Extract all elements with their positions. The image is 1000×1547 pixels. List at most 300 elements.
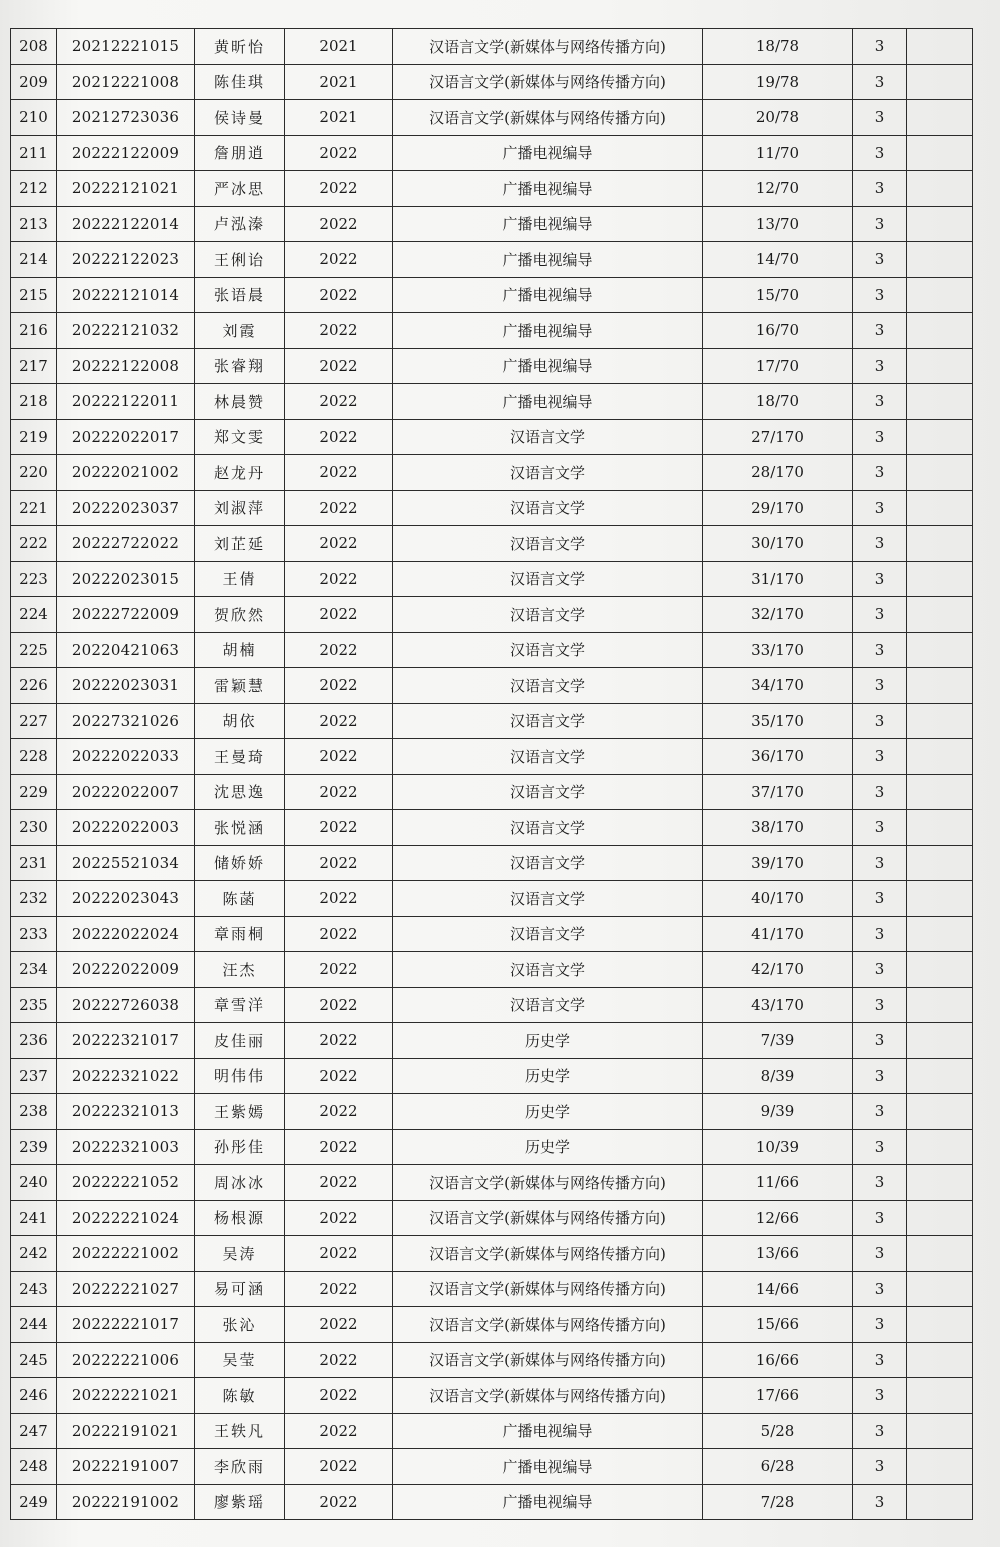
row-index-cell: 216 [11,313,57,349]
student-id-cell: 20222022003 [57,810,195,846]
note-cell [907,1129,973,1165]
credit-cell: 3 [853,1449,907,1485]
major-cell: 汉语言文学(新媒体与网络传播方向) [393,29,703,65]
credit-cell: 3 [853,561,907,597]
table-row [11,952,973,988]
student-name-cell: 张沁 [195,1307,285,1343]
table-row [11,881,973,917]
row-index-cell: 248 [11,1449,57,1485]
student-name-cell: 王紫嫣 [195,1094,285,1130]
student-name-cell: 孙彤佳 [195,1129,285,1165]
grade-year-cell: 2022 [285,490,393,526]
row-index-cell: 222 [11,526,57,562]
grade-year-cell: 2022 [285,1449,393,1485]
note-cell [907,242,973,278]
credit-cell: 3 [853,952,907,988]
rank-cell: 35/170 [703,703,853,739]
row-index-cell: 231 [11,845,57,881]
rank-cell: 27/170 [703,419,853,455]
major-cell: 汉语言文学(新媒体与网络传播方向) [393,100,703,136]
student-name-cell: 廖紫瑶 [195,1484,285,1520]
table-row [11,739,973,775]
grade-year-cell: 2022 [285,1236,393,1272]
row-index-cell: 211 [11,135,57,171]
rank-cell: 19/78 [703,64,853,100]
rank-cell: 8/39 [703,1058,853,1094]
note-cell [907,1165,973,1201]
note-cell [907,916,973,952]
student-id-cell: 20222221021 [57,1378,195,1414]
table-row [11,845,973,881]
student-name-cell: 林晨赞 [195,384,285,420]
credit-cell: 3 [853,668,907,704]
table-row [11,703,973,739]
major-cell: 广播电视编导 [393,171,703,207]
note-cell [907,171,973,207]
grade-year-cell: 2022 [285,632,393,668]
table-row [11,490,973,526]
student-id-cell: 20222221017 [57,1307,195,1343]
student-name-cell: 王曼琦 [195,739,285,775]
rank-cell: 13/66 [703,1236,853,1272]
row-index-cell: 215 [11,277,57,313]
student-id-cell: 20222321003 [57,1129,195,1165]
row-index-cell: 237 [11,1058,57,1094]
student-name-cell: 刘芷延 [195,526,285,562]
rank-cell: 11/66 [703,1165,853,1201]
student-name-cell: 沈思逸 [195,774,285,810]
rank-cell: 29/170 [703,490,853,526]
table-row [11,668,973,704]
table-row [11,348,973,384]
credit-cell: 3 [853,1271,907,1307]
credit-cell: 3 [853,1378,907,1414]
table-row [11,29,973,65]
rank-cell: 17/70 [703,348,853,384]
rank-cell: 40/170 [703,881,853,917]
student-name-cell: 贺欣然 [195,597,285,633]
major-cell: 汉语言文学(新媒体与网络传播方向) [393,1271,703,1307]
credit-cell: 3 [853,242,907,278]
row-index-cell: 209 [11,64,57,100]
credit-cell: 3 [853,348,907,384]
student-id-cell: 20222221024 [57,1200,195,1236]
note-cell [907,1378,973,1414]
row-index-cell: 228 [11,739,57,775]
credit-cell: 3 [853,171,907,207]
note-cell [907,774,973,810]
student-name-cell: 杨根源 [195,1200,285,1236]
rank-cell: 11/70 [703,135,853,171]
student-id-cell: 20222221006 [57,1342,195,1378]
grade-year-cell: 2022 [285,1484,393,1520]
student-id-cell: 20222023037 [57,490,195,526]
table-row [11,597,973,633]
row-index-cell: 235 [11,987,57,1023]
table-row [11,1342,973,1378]
credit-cell: 3 [853,206,907,242]
rank-cell: 16/66 [703,1342,853,1378]
table-row [11,526,973,562]
student-id-cell: 20222191002 [57,1484,195,1520]
row-index-cell: 208 [11,29,57,65]
student-id-cell: 20222722022 [57,526,195,562]
note-cell [907,1271,973,1307]
student-id-cell: 20212221015 [57,29,195,65]
rank-cell: 9/39 [703,1094,853,1130]
note-cell [907,881,973,917]
student-id-cell: 20222022033 [57,739,195,775]
rank-cell: 39/170 [703,845,853,881]
major-cell: 广播电视编导 [393,1449,703,1485]
note-cell [907,1094,973,1130]
credit-cell: 3 [853,490,907,526]
note-cell [907,277,973,313]
rank-cell: 37/170 [703,774,853,810]
student-name-cell: 雷颖慧 [195,668,285,704]
credit-cell: 3 [853,1200,907,1236]
note-cell [907,1484,973,1520]
student-id-cell: 20222221027 [57,1271,195,1307]
student-name-cell: 刘淑萍 [195,490,285,526]
major-cell: 汉语言文学 [393,561,703,597]
student-name-cell: 郑文雯 [195,419,285,455]
row-index-cell: 240 [11,1165,57,1201]
grade-year-cell: 2021 [285,100,393,136]
major-cell: 广播电视编导 [393,1413,703,1449]
note-cell [907,206,973,242]
major-cell: 汉语言文学 [393,916,703,952]
note-cell [907,810,973,846]
rank-cell: 10/39 [703,1129,853,1165]
credit-cell: 3 [853,1129,907,1165]
major-cell: 汉语言文学(新媒体与网络传播方向) [393,1165,703,1201]
row-index-cell: 233 [11,916,57,952]
rank-cell: 6/28 [703,1449,853,1485]
row-index-cell: 219 [11,419,57,455]
note-cell [907,384,973,420]
student-id-cell: 20222321022 [57,1058,195,1094]
note-cell [907,561,973,597]
table-row [11,1058,973,1094]
grade-year-cell: 2022 [285,1129,393,1165]
table-row [11,987,973,1023]
row-index-cell: 243 [11,1271,57,1307]
grade-year-cell: 2022 [285,526,393,562]
credit-cell: 3 [853,277,907,313]
row-index-cell: 223 [11,561,57,597]
rank-cell: 20/78 [703,100,853,136]
note-cell [907,1236,973,1272]
grade-year-cell: 2022 [285,561,393,597]
student-name-cell: 张语晨 [195,277,285,313]
student-name-cell: 张悦涵 [195,810,285,846]
grade-year-cell: 2022 [285,1342,393,1378]
table-row [11,1484,973,1520]
major-cell: 汉语言文学(新媒体与网络传播方向) [393,1236,703,1272]
note-cell [907,1342,973,1378]
table-row [11,1200,973,1236]
note-cell [907,703,973,739]
major-cell: 广播电视编导 [393,384,703,420]
row-index-cell: 218 [11,384,57,420]
table-row [11,1165,973,1201]
credit-cell: 3 [853,1413,907,1449]
rank-cell: 7/39 [703,1023,853,1059]
major-cell: 汉语言文学 [393,739,703,775]
row-index-cell: 214 [11,242,57,278]
student-id-cell: 20222022017 [57,419,195,455]
grade-year-cell: 2022 [285,419,393,455]
rank-cell: 42/170 [703,952,853,988]
grade-year-cell: 2022 [285,845,393,881]
row-index-cell: 232 [11,881,57,917]
credit-cell: 3 [853,916,907,952]
credit-cell: 3 [853,881,907,917]
table-row [11,64,973,100]
row-index-cell: 212 [11,171,57,207]
student-id-cell: 20222122014 [57,206,195,242]
major-cell: 汉语言文学 [393,526,703,562]
note-cell [907,526,973,562]
rank-cell: 15/70 [703,277,853,313]
rank-cell: 5/28 [703,1413,853,1449]
row-index-cell: 241 [11,1200,57,1236]
row-index-cell: 226 [11,668,57,704]
grade-year-cell: 2022 [285,455,393,491]
credit-cell: 3 [853,1094,907,1130]
row-index-cell: 246 [11,1378,57,1414]
major-cell: 广播电视编导 [393,135,703,171]
note-cell [907,668,973,704]
row-index-cell: 249 [11,1484,57,1520]
grade-year-cell: 2022 [285,881,393,917]
table-row [11,774,973,810]
student-name-cell: 卢泓溱 [195,206,285,242]
grade-year-cell: 2022 [285,916,393,952]
student-name-cell: 胡楠 [195,632,285,668]
note-cell [907,419,973,455]
table-row [11,277,973,313]
credit-cell: 3 [853,419,907,455]
rank-cell: 34/170 [703,668,853,704]
student-name-cell: 赵龙丹 [195,455,285,491]
student-name-cell: 胡依 [195,703,285,739]
major-cell: 广播电视编导 [393,313,703,349]
major-cell: 汉语言文学 [393,597,703,633]
grade-year-cell: 2022 [285,277,393,313]
grade-year-cell: 2022 [285,1378,393,1414]
credit-cell: 3 [853,313,907,349]
grade-year-cell: 2021 [285,64,393,100]
credit-cell: 3 [853,1058,907,1094]
student-id-cell: 20222321017 [57,1023,195,1059]
row-index-cell: 230 [11,810,57,846]
rank-cell: 12/70 [703,171,853,207]
grade-year-cell: 2022 [285,597,393,633]
student-name-cell: 储娇娇 [195,845,285,881]
row-index-cell: 210 [11,100,57,136]
major-cell: 广播电视编导 [393,242,703,278]
student-id-cell: 20225521034 [57,845,195,881]
major-cell: 汉语言文学(新媒体与网络传播方向) [393,1378,703,1414]
major-cell: 汉语言文学(新媒体与网络传播方向) [393,1200,703,1236]
student-id-cell: 20222121021 [57,171,195,207]
major-cell: 历史学 [393,1094,703,1130]
student-name-cell: 章雪洋 [195,987,285,1023]
rank-cell: 38/170 [703,810,853,846]
major-cell: 汉语言文学 [393,455,703,491]
student-id-cell: 20222022007 [57,774,195,810]
table-row [11,1129,973,1165]
note-cell [907,952,973,988]
student-id-cell: 20222122008 [57,348,195,384]
credit-cell: 3 [853,703,907,739]
row-index-cell: 224 [11,597,57,633]
table-row [11,206,973,242]
student-name-cell: 王轶凡 [195,1413,285,1449]
grade-year-cell: 2022 [285,1413,393,1449]
grade-year-cell: 2022 [285,810,393,846]
major-cell: 广播电视编导 [393,206,703,242]
major-cell: 汉语言文学 [393,881,703,917]
grade-year-cell: 2022 [285,348,393,384]
rank-cell: 17/66 [703,1378,853,1414]
note-cell [907,632,973,668]
row-index-cell: 244 [11,1307,57,1343]
row-index-cell: 229 [11,774,57,810]
student-id-cell: 20222022009 [57,952,195,988]
table-row [11,100,973,136]
student-name-cell: 汪杰 [195,952,285,988]
credit-cell: 3 [853,64,907,100]
grade-year-cell: 2022 [285,1165,393,1201]
credit-cell: 3 [853,597,907,633]
student-id-cell: 20212723036 [57,100,195,136]
note-cell [907,490,973,526]
credit-cell: 3 [853,1165,907,1201]
major-cell: 汉语言文学(新媒体与网络传播方向) [393,64,703,100]
student-name-cell: 刘霞 [195,313,285,349]
major-cell: 广播电视编导 [393,348,703,384]
note-cell [907,100,973,136]
table-row [11,419,973,455]
major-cell: 汉语言文学 [393,987,703,1023]
grade-year-cell: 2022 [285,1271,393,1307]
rank-cell: 32/170 [703,597,853,633]
credit-cell: 3 [853,526,907,562]
student-id-cell: 20222021002 [57,455,195,491]
row-index-cell: 242 [11,1236,57,1272]
rank-cell: 43/170 [703,987,853,1023]
rank-cell: 18/78 [703,29,853,65]
table-row [11,384,973,420]
student-id-cell: 20222726038 [57,987,195,1023]
table-body [11,29,973,1520]
grade-year-cell: 2022 [285,703,393,739]
student-id-cell: 20222023031 [57,668,195,704]
credit-cell: 3 [853,987,907,1023]
rank-cell: 31/170 [703,561,853,597]
student-id-cell: 20222122023 [57,242,195,278]
note-cell [907,1413,973,1449]
major-cell: 汉语言文学 [393,668,703,704]
student-name-cell: 陈敏 [195,1378,285,1414]
table-row [11,1023,973,1059]
student-id-cell: 20222023043 [57,881,195,917]
student-id-cell: 20220421063 [57,632,195,668]
student-id-cell: 20222221052 [57,1165,195,1201]
grade-year-cell: 2022 [285,952,393,988]
credit-cell: 3 [853,632,907,668]
grade-year-cell: 2022 [285,206,393,242]
major-cell: 广播电视编导 [393,277,703,313]
grade-year-cell: 2022 [285,987,393,1023]
note-cell [907,29,973,65]
credit-cell: 3 [853,29,907,65]
student-id-cell: 20222321013 [57,1094,195,1130]
grade-year-cell: 2022 [285,384,393,420]
grade-year-cell: 2022 [285,668,393,704]
rank-cell: 7/28 [703,1484,853,1520]
student-name-cell: 陈菡 [195,881,285,917]
table-row [11,171,973,207]
major-cell: 汉语言文学 [393,632,703,668]
note-cell [907,1449,973,1485]
rank-cell: 41/170 [703,916,853,952]
credit-cell: 3 [853,455,907,491]
student-id-cell: 20222221002 [57,1236,195,1272]
table-row [11,242,973,278]
rank-cell: 12/66 [703,1200,853,1236]
student-id-cell: 20222022024 [57,916,195,952]
table-row [11,1378,973,1414]
rank-cell: 13/70 [703,206,853,242]
major-cell: 历史学 [393,1129,703,1165]
major-cell: 历史学 [393,1058,703,1094]
row-index-cell: 213 [11,206,57,242]
row-index-cell: 238 [11,1094,57,1130]
student-name-cell: 黄昕怡 [195,29,285,65]
note-cell [907,313,973,349]
student-id-cell: 20222122011 [57,384,195,420]
note-cell [907,1058,973,1094]
note-cell [907,1307,973,1343]
student-id-cell: 20222023015 [57,561,195,597]
credit-cell: 3 [853,1484,907,1520]
grade-year-cell: 2022 [285,1023,393,1059]
credit-cell: 3 [853,135,907,171]
student-name-cell: 章雨桐 [195,916,285,952]
row-index-cell: 234 [11,952,57,988]
table-row [11,1094,973,1130]
credit-cell: 3 [853,845,907,881]
credit-cell: 3 [853,774,907,810]
student-name-cell: 吴涛 [195,1236,285,1272]
student-name-cell: 詹朋逍 [195,135,285,171]
grade-year-cell: 2022 [285,1058,393,1094]
grade-year-cell: 2022 [285,1094,393,1130]
rank-cell: 33/170 [703,632,853,668]
credit-cell: 3 [853,1342,907,1378]
major-cell: 汉语言文学 [393,952,703,988]
note-cell [907,455,973,491]
major-cell: 汉语言文学 [393,419,703,455]
table-row [11,313,973,349]
major-cell: 汉语言文学 [393,774,703,810]
credit-cell: 3 [853,1307,907,1343]
note-cell [907,597,973,633]
